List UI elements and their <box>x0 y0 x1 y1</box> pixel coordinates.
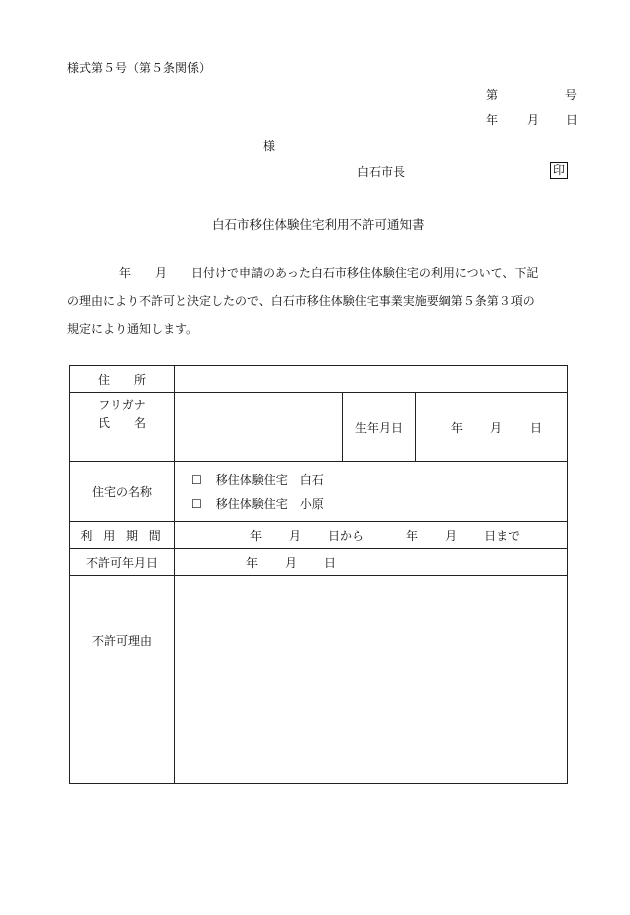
recipient-sama: 様 <box>263 139 276 153</box>
seal-mark: 印 <box>550 162 568 179</box>
row-denial-date <box>70 549 568 576</box>
period-field[interactable] <box>175 522 568 549</box>
application-table <box>69 365 568 784</box>
document-title: 白石市移住体験住宅利用不許可通知書 <box>212 217 425 232</box>
address-field[interactable] <box>175 366 568 393</box>
body-year: 年 <box>119 266 132 280</box>
row-reason <box>70 576 568 784</box>
denial-date-field[interactable] <box>175 549 568 576</box>
issuer-name: 白石市長 <box>357 165 406 179</box>
checkbox-shiroishi[interactable]: ☐ <box>191 472 202 487</box>
body-line-1 <box>67 259 567 287</box>
row-address <box>70 366 568 393</box>
period-to: 日まで <box>484 528 521 543</box>
birth-day: 日 <box>530 420 543 435</box>
name-label: 氏 名 <box>97 416 146 430</box>
denial-day: 日 <box>324 555 337 570</box>
body-paragraph <box>67 259 567 343</box>
denial-year: 年 <box>246 555 259 570</box>
birthdate-label: 生年月日 <box>343 393 416 462</box>
row-house <box>70 462 568 522</box>
house-option-shiroishi[interactable] <box>191 468 567 492</box>
period-from: 日から <box>328 528 365 543</box>
reason-field[interactable] <box>175 576 568 784</box>
row-period <box>70 522 568 549</box>
house-option-2-label: 移住体験住宅 小原 <box>215 496 324 511</box>
form-number: 様式第５号（第５条関係） <box>67 61 212 75</box>
checkbox-obara[interactable]: ☐ <box>191 496 202 511</box>
denial-date-label: 不許可年月日 <box>70 549 175 576</box>
body-line-3: 規定により通知します。 <box>67 322 199 336</box>
dai-label: 第 <box>486 88 499 102</box>
body-line-2: の理由により不許可と決定したので、白石市移住体験住宅事業実施要綱第５条第３項の <box>67 294 535 308</box>
header-year: 年 <box>486 113 499 127</box>
period-month-1: 月 <box>289 528 302 543</box>
row-name <box>70 393 568 462</box>
birthdate-field[interactable] <box>416 393 568 462</box>
house-options <box>175 462 568 522</box>
period-month-2: 月 <box>445 528 458 543</box>
house-label: 住宅の名称 <box>70 462 175 522</box>
house-option-1-label: 移住体験住宅 白石 <box>215 472 324 487</box>
birth-month: 月 <box>490 420 503 435</box>
reason-label: 不許可理由 <box>70 576 175 784</box>
furigana-label: フリガナ <box>98 398 146 412</box>
header-month: 月 <box>527 113 540 127</box>
name-label-cell <box>70 393 175 462</box>
period-label: 利用期間 <box>70 522 175 549</box>
address-label: 住 所 <box>70 366 175 393</box>
birth-year: 年 <box>451 420 464 435</box>
period-year-2: 年 <box>406 528 419 543</box>
body-month: 月 <box>155 266 168 280</box>
name-field[interactable] <box>175 393 343 462</box>
period-year-1: 年 <box>250 528 263 543</box>
header-day: 日 <box>566 113 579 127</box>
go-label: 号 <box>565 88 578 102</box>
body-line-1-text: 日付けで申請のあった白石市移住体験住宅の利用について、下記 <box>191 266 539 280</box>
denial-month: 月 <box>285 555 298 570</box>
house-option-obara[interactable] <box>191 492 567 516</box>
